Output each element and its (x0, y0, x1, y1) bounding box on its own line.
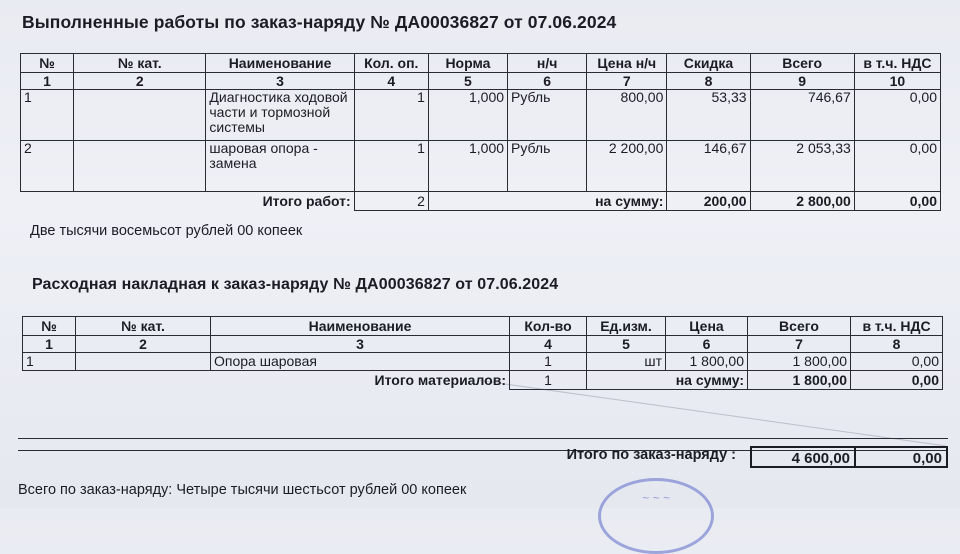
works-header-cell: Норма (428, 54, 507, 73)
table-row (21, 90, 941, 141)
line-total: 746,67 (750, 90, 854, 141)
works-index-cell: 5 (428, 73, 507, 90)
works-total-count: 2 (354, 192, 428, 211)
materials-total-label: Итого материалов: (374, 371, 506, 388)
operations-count: 1 (354, 141, 428, 192)
materials-header-cell: в т.ч. НДС (851, 317, 943, 336)
materials-header-cell: Всего (748, 317, 851, 336)
materials-header-cell: № кат. (76, 317, 211, 336)
materials-title: Расходная накладная к заказ-наряду № ДА00036827 от 07.06.2024 (32, 276, 559, 293)
price: 1 800,00 (666, 353, 748, 371)
materials-index-row (23, 336, 943, 353)
works-header-cell: в т.ч. НДС (854, 54, 940, 73)
works-index-cell: 4 (354, 73, 428, 90)
materials-index-cell: 3 (211, 336, 510, 353)
works-index-cell: 8 (667, 73, 750, 90)
works-sum-label: на сумму: (428, 192, 667, 211)
stamp-seal: ~ ~ ~ (598, 478, 714, 554)
works-total-vat: 0,00 (854, 192, 940, 211)
row-number: 1 (23, 353, 76, 371)
grand-total-in-words: Всего по заказ-наряду: Четыре тысячи шестьсот рублей 00 копеек (18, 482, 467, 498)
quantity: 1 (510, 353, 587, 371)
discount: 146,67 (667, 141, 750, 192)
line-vat: 0,00 (854, 141, 940, 192)
works-total-sum: 2 800,00 (750, 192, 854, 211)
grand-total-label: Итого по заказ-наряду : (566, 447, 736, 463)
works-header-cell: Цена н/ч (587, 54, 667, 73)
materials-header-cell: Кол-во (510, 317, 587, 336)
materials-index-cell: 6 (666, 336, 748, 353)
materials-index-cell: 4 (510, 336, 587, 353)
works-index-cell: 9 (750, 73, 854, 90)
works-total-label: Итого работ: (262, 192, 351, 209)
unit: шт (587, 353, 666, 371)
materials-table (22, 316, 943, 390)
materials-total-vat: 0,00 (851, 371, 943, 390)
works-total-discount: 200,00 (667, 192, 750, 211)
line-total: 2 053,33 (750, 141, 854, 192)
norm-hours: 1,000 (428, 141, 507, 192)
works-index-cell: 7 (587, 73, 667, 90)
item-name: шаровая опора - замена (206, 141, 354, 192)
hour-unit: Рубль (508, 141, 587, 192)
grand-total-vat: 0,00 (854, 446, 948, 468)
materials-header-cell: Ед.изм. (587, 317, 666, 336)
line-total: 1 800,00 (748, 353, 851, 371)
divider (18, 438, 948, 439)
line-vat: 0,00 (854, 90, 940, 141)
works-total-row (21, 192, 941, 211)
materials-header-cell: № (23, 317, 76, 336)
hour-price: 800,00 (587, 90, 667, 141)
operations-count: 1 (354, 90, 428, 141)
works-header-cell: н/ч (508, 54, 587, 73)
works-header-cell: Всего (750, 54, 854, 73)
works-header-cell: № кат. (74, 54, 206, 73)
catalog-number (74, 90, 206, 141)
hour-price: 2 200,00 (587, 141, 667, 192)
catalog-number (74, 141, 206, 192)
works-index-cell: 6 (508, 73, 587, 90)
works-header-cell: Наименование (206, 54, 354, 73)
materials-index-cell: 1 (23, 336, 76, 353)
materials-header-cell: Наименование (211, 317, 510, 336)
materials-index-cell: 2 (76, 336, 211, 353)
materials-index-cell: 8 (851, 336, 943, 353)
materials-header-row (23, 317, 943, 336)
works-index-cell: 1 (21, 73, 74, 90)
works-header-cell: Скидка (667, 54, 750, 73)
line-vat: 0,00 (851, 353, 943, 371)
table-row (23, 353, 943, 371)
row-number: 1 (21, 90, 74, 141)
item-name: Диагностика ходовой части и тормозной системы (206, 90, 354, 141)
works-index-cell: 10 (854, 73, 940, 90)
materials-sum-label: на сумму: (587, 371, 748, 390)
discount: 53,33 (667, 90, 750, 141)
materials-total-count: 1 (510, 371, 587, 390)
grand-total-sum: 4 600,00 (750, 446, 856, 468)
works-sum-in-words: Две тысячи восемьсот рублей 00 копеек (30, 223, 303, 239)
catalog-number (76, 353, 211, 371)
table-row (21, 141, 941, 192)
materials-index-cell: 7 (748, 336, 851, 353)
works-header-row (21, 54, 941, 73)
works-index-row (21, 73, 941, 90)
works-title: Выполненные работы по заказ-наряду № ДА00036827 от 07.06.2024 (22, 12, 617, 32)
works-index-cell: 2 (74, 73, 206, 90)
grand-total-row (18, 444, 948, 472)
works-index-cell: 3 (206, 73, 354, 90)
works-header-cell: Кол. оп. (354, 54, 428, 73)
materials-index-cell: 5 (587, 336, 666, 353)
row-number: 2 (21, 141, 74, 192)
materials-header-cell: Цена (666, 317, 748, 336)
works-header-cell: № (21, 54, 74, 73)
item-name: Опора шаровая (211, 353, 510, 371)
norm-hours: 1,000 (428, 90, 507, 141)
materials-total-sum: 1 800,00 (748, 371, 851, 390)
hour-unit: Рубль (508, 90, 587, 141)
works-table (20, 53, 941, 211)
